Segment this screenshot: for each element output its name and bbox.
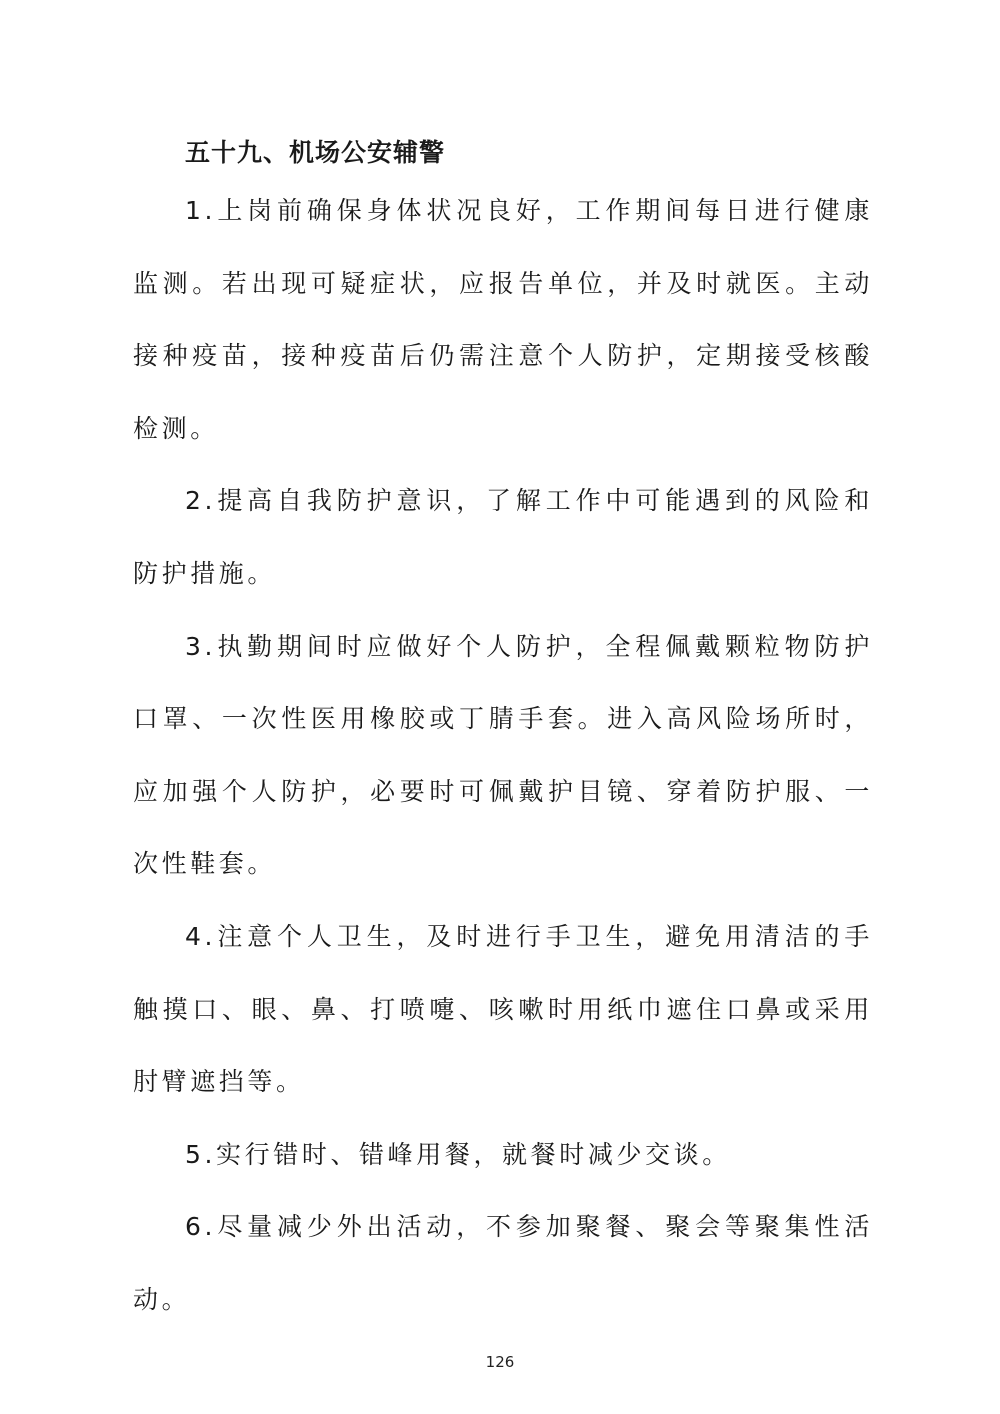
page-number: 126 <box>485 1353 515 1371</box>
paragraph-6: 6.尽量减少外出活动，不参加聚餐、聚会等聚集性活动。 <box>133 1212 873 1314</box>
paragraph-2: 2.提高自我防护意识，了解工作中可能遇到的风险和防护措施。 <box>133 486 873 588</box>
paragraph-5: 5.实行错时、错峰用餐，就餐时减少交谈。 <box>185 1139 731 1169</box>
paragraph-1: 1.上岗前确保身体状况良好，工作期间每日进行健康监测。若出现可疑症状，应报告单位，并及时就医。主动接种疫苗，接种疫苗后仍需注意个人防护，定期接受核酸检测。 <box>133 196 873 443</box>
page-content <box>133 131 873 1337</box>
paragraph-3: 3.执勤期间时应做好个人防护，全程佩戴颗粒物防护口罩、一次性医用橡胶或丁腈手套。进入高风险场所时，应加强个人防护，必要时可佩戴护目镜、穿着防护服、一次性鞋套。 <box>133 631 873 879</box>
section-title: 五十九、机场公安辅警 <box>185 138 446 167</box>
paragraph-4: 4.注意个人卫生，及时进行手卫生，避免用清洁的手触摸口、眼、鼻、打喷嚏、咳嗽时用纸巾遮住口鼻或采用肘臂遮挡等。 <box>133 921 873 1097</box>
